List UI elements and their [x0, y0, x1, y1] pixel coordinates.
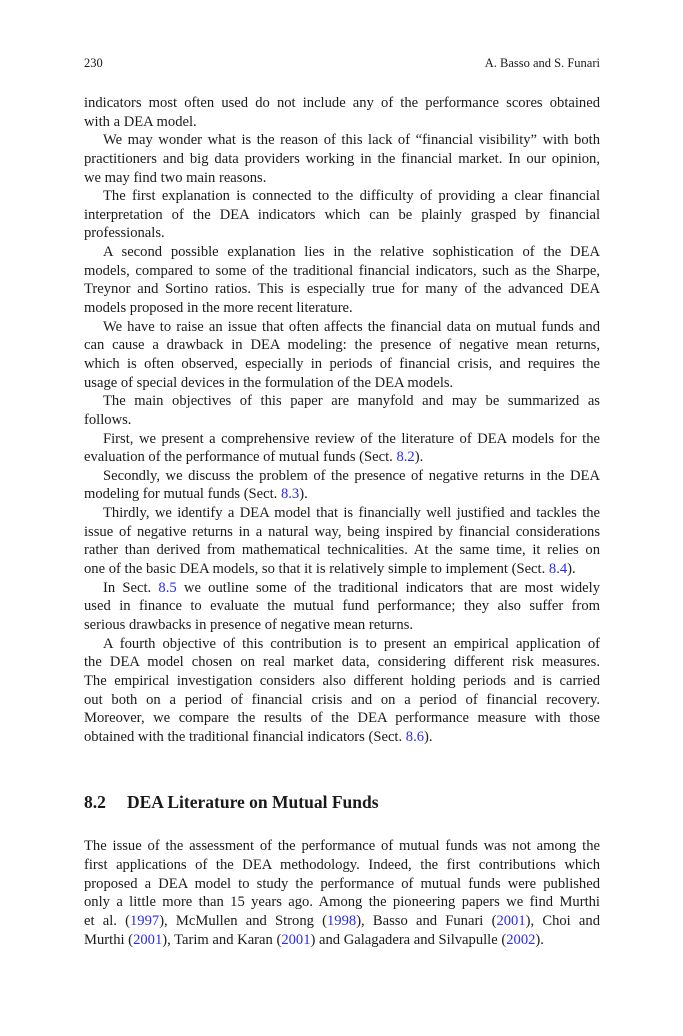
- text-line: [84, 448, 600, 467]
- text-line: [84, 243, 600, 262]
- text-segment: usage of special devices in the formulation of the DEA models.: [84, 374, 454, 391]
- text-segment: ).: [567, 561, 576, 578]
- text-line: [84, 299, 600, 318]
- text-line: [84, 875, 600, 894]
- reference-link[interactable]: 2001: [496, 913, 526, 930]
- text-segment: Secondly, we discuss the problem of the presence of negative returns in the DEA: [103, 467, 600, 484]
- text-segment: the DEA model chosen on real market data, considering different risk measures.: [84, 654, 600, 671]
- text-segment: Moreover, we compare the results of the DEA performance measure with those: [84, 710, 600, 727]
- text-line: [84, 728, 600, 747]
- text-segment: We have to raise an issue that often affects the financial data on mutual funds and: [103, 318, 600, 335]
- text-segment: serious drawbacks in presence of negative mean returns.: [84, 616, 414, 633]
- reference-link[interactable]: 8.6: [405, 728, 425, 745]
- text-segment: ).: [424, 728, 433, 745]
- reference-link[interactable]: 8.2: [396, 449, 415, 466]
- text-line: [84, 709, 600, 728]
- text-line: [84, 131, 600, 150]
- text-segment: The issue of the assessment of the performance of mutual funds was not among the: [84, 838, 600, 854]
- text-line: [84, 541, 600, 560]
- text-segment: ).: [535, 931, 544, 948]
- text-line: [84, 616, 600, 635]
- text-line: [84, 912, 600, 931]
- text-line: [84, 485, 600, 504]
- text-segment: practitioners and big data providers working in the financial market. In our opinion,: [84, 150, 600, 167]
- text-segment: In Sect.: [103, 579, 159, 596]
- text-segment: ).: [414, 449, 424, 466]
- text-line: [84, 411, 600, 430]
- text-line: [84, 392, 600, 411]
- text-segment: modeling for mutual funds (Sect.: [84, 486, 281, 503]
- text-segment: we may find two main reasons.: [84, 169, 267, 186]
- text-line: [84, 837, 600, 856]
- reference-link[interactable]: 8.5: [158, 579, 177, 596]
- section-number: 8.2: [84, 792, 106, 812]
- text-line: [84, 635, 600, 654]
- text-segment: models proposed in the more recent literature.: [84, 300, 353, 317]
- reference-link[interactable]: 1997: [130, 913, 160, 930]
- text-segment: The empirical investigation considers also different holding periods and is carried: [84, 672, 600, 689]
- text-line: [84, 653, 600, 672]
- text-segment: ), McMullen and Strong (: [159, 913, 327, 930]
- running-header: [84, 56, 600, 71]
- text-segment: with a DEA model.: [84, 113, 197, 130]
- text-segment: ).: [299, 486, 308, 503]
- text-line: [84, 94, 600, 113]
- text-segment: ), Choi and: [525, 913, 601, 930]
- text-segment: can cause a drawback in DEA modeling: the presence of negative mean returns,: [84, 337, 600, 354]
- text-line: [84, 113, 600, 132]
- text-line: [84, 169, 600, 188]
- text-segment: only a little more than 15 years ago. Among the pioneering papers we find Murthi: [84, 894, 600, 911]
- text-segment: rather than derived from mathematical technicalities. At the same time, it relies on: [84, 542, 600, 559]
- text-segment: Treynor and Sortino ratios. This is especially true for many of the advanced DEA: [84, 281, 600, 298]
- text-line: [84, 523, 600, 542]
- text-line: [84, 504, 600, 523]
- text-segment: interpretation of the DEA indicators which can be plainly grasped by financial: [84, 206, 600, 223]
- text-segment: ) and Galagadera and Silvapulle (: [310, 931, 507, 948]
- text-segment: The first explanation is connected to the difficulty of providing a clear financial: [103, 188, 600, 205]
- text-segment: first applications of the DEA methodology. Indeed, the first contributions which: [84, 856, 600, 873]
- text-segment: A fourth objective of this contribution is to present an empirical application of: [103, 635, 600, 652]
- text-segment: et al. (: [84, 913, 130, 930]
- reference-link[interactable]: 1998: [327, 913, 357, 930]
- text-line: [84, 150, 600, 169]
- text-line: [84, 336, 600, 355]
- reference-link[interactable]: 2001: [133, 931, 163, 948]
- text-segment: professionals.: [84, 225, 165, 242]
- text-segment: Murthi (: [84, 931, 134, 948]
- text-line: [84, 893, 600, 912]
- reference-link[interactable]: 8.3: [280, 486, 300, 503]
- text-segment: A second possible explanation lies in the relative sophistication of the DEA: [103, 244, 600, 261]
- text-line: [84, 579, 600, 598]
- reference-link[interactable]: 2001: [281, 931, 311, 948]
- text-line: [84, 856, 600, 875]
- text-line: [84, 672, 600, 691]
- text-segment: evaluation of the performance of mutual funds (Sect.: [84, 449, 397, 466]
- text-line: [84, 560, 600, 579]
- text-segment: which is often observed, especially in periods of financial crisis, and requires the: [84, 355, 600, 372]
- text-segment: we outline some of the traditional indicators that are most widely: [176, 579, 600, 596]
- text-segment: indicators most often used do not include any of the performance scores obtained: [84, 95, 600, 111]
- text-segment: We may wonder what is the reason of this lack of “financial visibility” with both: [103, 132, 600, 149]
- text-segment: ), Basso and Funari (: [356, 913, 497, 930]
- section-title: DEA Literature on Mutual Funds: [127, 792, 379, 812]
- text-segment: issue of negative returns in a natural way, being inspired by financial considerations: [84, 523, 600, 540]
- text-line: [84, 931, 600, 950]
- section-text: [84, 837, 600, 950]
- text-segment: obtained with the traditional financial indicators (Sect.: [84, 728, 406, 745]
- text-line: [84, 280, 600, 299]
- text-segment: The main objectives of this paper are manyfold and may be summarized as: [103, 393, 600, 410]
- text-line: [84, 430, 600, 449]
- text-segment: one of the basic DEA models, so that it is relatively simple to implement (Sect.: [84, 561, 549, 578]
- text-segment: used in finance to evaluate the mutual fund performance; they also suffer from: [84, 598, 600, 615]
- running-authors: A. Basso and S. Funari: [484, 56, 600, 70]
- text-line: [84, 355, 600, 374]
- text-line: [84, 374, 600, 393]
- reference-link[interactable]: 8.4: [548, 561, 568, 578]
- text-line: [84, 691, 600, 710]
- text-line: [84, 318, 600, 337]
- text-segment: Thirdly, we identify a DEA model that is financially well justified and tackles the: [103, 505, 600, 522]
- section-heading: [84, 792, 379, 813]
- text-line: [84, 224, 600, 243]
- text-segment: models, compared to some of the traditional financial indicators, such as the Sharpe,: [84, 262, 600, 279]
- text-segment: proposed a DEA model to study the performance of mutual funds were published: [84, 875, 600, 892]
- text-segment: out both on a period of financial crisis and on a period of financial recovery.: [84, 691, 600, 708]
- text-line: [84, 206, 600, 225]
- reference-link[interactable]: 2002: [506, 931, 536, 948]
- intro-text: [84, 94, 600, 746]
- text-segment: follows.: [84, 411, 132, 428]
- text-line: [84, 467, 600, 486]
- text-segment: First, we present a comprehensive review of the literature of DEA models for the: [103, 430, 600, 447]
- text-line: [84, 597, 600, 616]
- text-line: [84, 187, 600, 206]
- page-number: 230: [84, 56, 103, 70]
- text-line: [84, 262, 600, 281]
- text-segment: ), Tarim and Karan (: [162, 931, 282, 948]
